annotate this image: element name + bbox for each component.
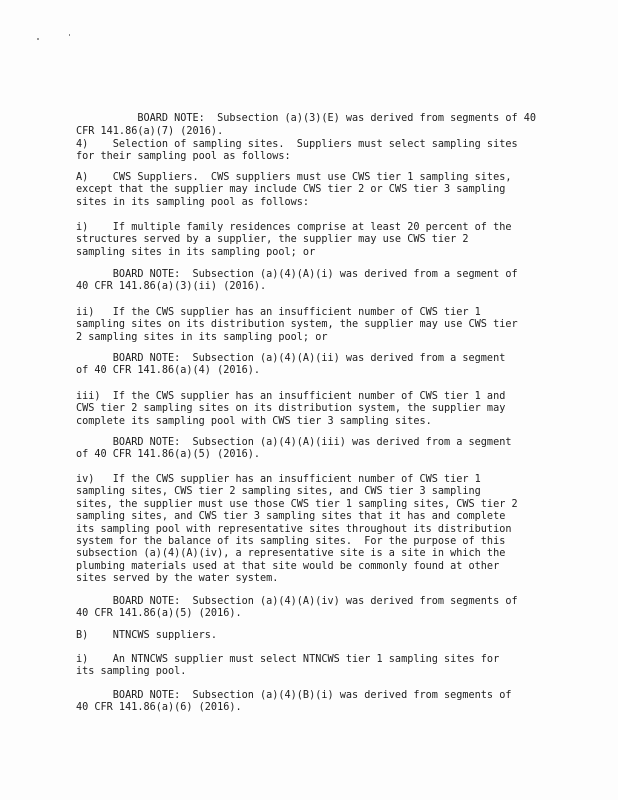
scan-speck [69, 34, 70, 36]
board-note-paragraph: BOARD NOTE: Subsection (a)(4)(A)(i) was derived from a segment of 40 CFR 141.86(a)(3)(ii) (2016). [76, 269, 518, 293]
board-note-paragraph: BOARD NOTE: Subsection (a)(4)(B)(i) was derived from segments of 40 CFR 141.86(a)(6) (2016). [76, 690, 512, 714]
section-paragraph: ii) If the CWS supplier has an insufficient number of CWS tier 1 sampling sites on its distribution system, the supplier may use CWS tier 2 sampling sites in its sampling pool; or [76, 307, 518, 343]
section-paragraph: 4) Selection of sampling sites. Suppliers must select sampling sites for their sampling pool as follows: [76, 139, 518, 163]
section-paragraph: i) If multiple family residences comprise at least 20 percent of the structures served by a supplier, the supplier may use CWS tier 2 sampling sites in its sampling pool; or [76, 222, 512, 258]
scan-speck [37, 38, 39, 40]
section-paragraph: A) CWS Suppliers. CWS suppliers must use CWS tier 1 sampling sites, except that the supplier may include CWS tier 2 or CWS tier 3 sampling sites in its sampling pool as follows: [76, 172, 512, 208]
board-note-paragraph: BOARD NOTE: Subsection (a)(4)(A)(iv) was derived from segments of 40 CFR 141.86(a)(5) (2016). [76, 596, 518, 620]
section-paragraph: iii) If the CWS supplier has an insufficient number of CWS tier 1 and CWS tier 2 sampling sites on its distribution system, the supplier may complete its sampling pool with CWS tier 3 sampling sites. [76, 391, 506, 427]
board-note-paragraph: BOARD NOTE: Subsection (a)(4)(A)(ii) was derived from a segment of 40 CFR 141.86(a)(4) (2016). [76, 353, 506, 377]
section-paragraph: i) An NTNCWS supplier must select NTNCWS tier 1 sampling sites for its sampling pool. [76, 654, 500, 678]
board-note-paragraph: BOARD NOTE: Subsection (a)(4)(A)(iii) was derived from a segment of 40 CFR 141.86(a)(5) (2016). [76, 437, 512, 461]
section-paragraph: iv) If the CWS supplier has an insufficient number of CWS tier 1 sampling sites, CWS tier 2 sampling sites, and CWS tier 3 sampling sites, the supplier must use those CWS tier 1 sampling sites, CWS tier 2 sampling sites, and CWS tier 3 sampling sites that it has and complete its sampling pool with representative sites throughout its distribution system for the balance of its sampling sites. For the purpose of this subsection (a)(4)(A)(iv), a representative site is a site in which the plumbing materials used at that site would be commonly found at other sites served by the water system. [76, 474, 518, 585]
board-note-paragraph: BOARD NOTE: Subsection (a)(3)(E) was derived from segments of 40 CFR 141.86(a)(7) (2016). [76, 113, 537, 137]
section-paragraph: B) NTNCWS suppliers. [76, 630, 218, 641]
